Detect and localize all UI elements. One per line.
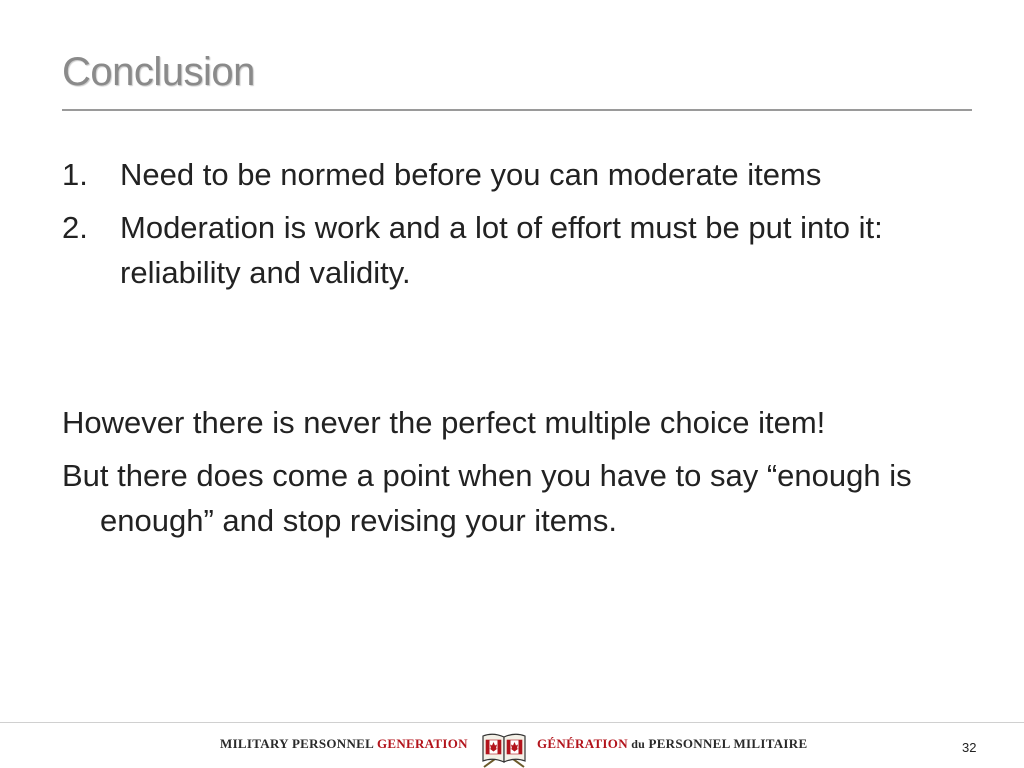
footer-english-logotype — [220, 736, 468, 752]
title-divider — [62, 109, 972, 111]
page-number: 32 — [962, 740, 977, 755]
footer-right-red: GÉNÉRATION — [537, 736, 628, 751]
footer-right-black: PERSONNEL MILITAIRE — [648, 736, 808, 751]
footer-right-du: du — [627, 737, 649, 751]
footer-divider — [0, 722, 1024, 723]
list-item — [62, 205, 942, 295]
footer-left-black: MILITARY PERSONNEL — [220, 736, 377, 751]
slide-title: Conclusion — [62, 50, 255, 94]
list-item-text: Need to be normed before you can moderate items — [120, 157, 822, 192]
numbered-list — [62, 152, 942, 303]
list-item-number: 2. — [62, 210, 88, 245]
footer — [0, 728, 1024, 768]
body-paragraphs — [62, 400, 942, 551]
paragraph: But there does come a point when you have to say “enough is enough” and stop revising your items. — [62, 458, 912, 538]
list-item-text: Moderation is work and a lot of effort must be put into it: reliability and validity. — [120, 210, 883, 290]
paragraph: However there is never the perfect multiple choice item! — [62, 405, 826, 440]
canadian-flag-open-book-emblem-icon — [478, 728, 530, 768]
footer-left-red: GENERATION — [376, 736, 468, 751]
list-item-number: 1. — [62, 157, 88, 192]
list-item — [62, 152, 942, 197]
footer-french-logotype — [537, 736, 807, 752]
